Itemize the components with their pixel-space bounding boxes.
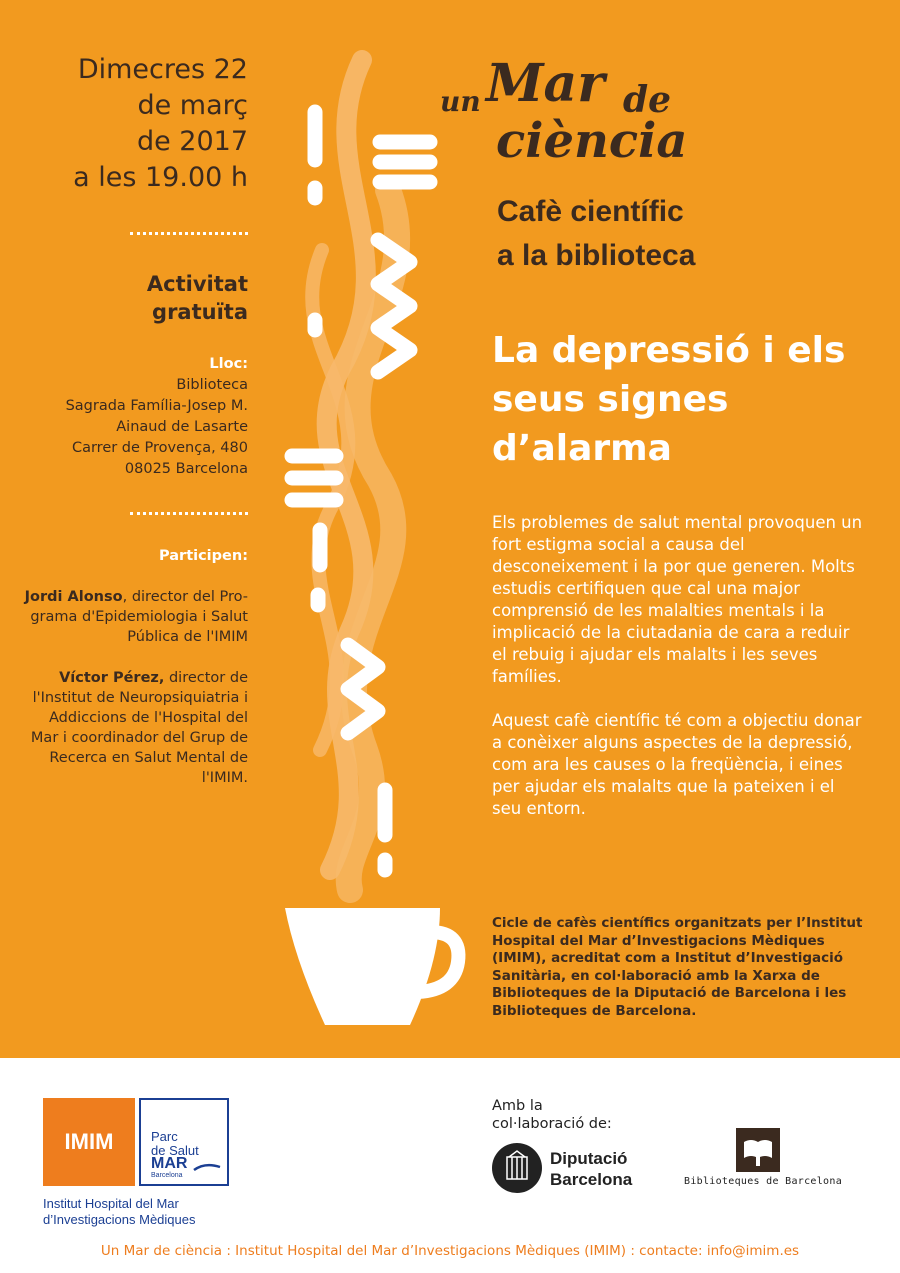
- book-icon: [736, 1128, 780, 1172]
- footer-contact: Un Mar de ciència : Institut Hospital del Mar d’Investigacions Mèdiques (IMIM) : contacte: info@imim.es: [100, 1243, 800, 1259]
- collab-line: Amb la: [492, 1098, 543, 1114]
- institute-name: [43, 1196, 195, 1228]
- date-line: Dimecres 22: [77, 54, 248, 85]
- venue-label: Lloc:: [209, 356, 248, 372]
- imim-logo-text: IMIM: [64, 1129, 114, 1154]
- description: [492, 512, 867, 842]
- dotted-divider: [130, 232, 248, 235]
- cup-icon: [285, 908, 458, 1025]
- talk-title: [492, 326, 872, 473]
- psm-city: Barcelona: [151, 1172, 183, 1179]
- venue-line: Ainaud de Lasarte: [116, 419, 248, 435]
- wave-icon: [193, 1162, 221, 1172]
- dotted-divider: [130, 512, 248, 515]
- psm-line: de Salut: [151, 1143, 199, 1158]
- participant-role: director de l'Institut de Neuropsiquiatria i Addiccions de l'Hospital del Mar i coordinador del Grup de Recerca en Salut Mental de l'IMIM.: [30, 670, 248, 786]
- participant-role: , director del Pro-grama d'Epidemiologia i Salut Pública de l'IMIM: [30, 589, 248, 645]
- coffee-cup-illustration: [270, 50, 470, 1040]
- venue-line: Carrer de Provença, 480: [71, 440, 248, 456]
- date-line: de 2017: [136, 126, 248, 157]
- logo-ciencia: ciència: [496, 113, 688, 169]
- venue-line: Sagrada Família-Josep M.: [65, 398, 248, 414]
- biblioteques-name: Biblioteques de Barcelona: [684, 1176, 843, 1187]
- collab-line: col·laboració de:: [492, 1116, 612, 1132]
- diputacio-seal-icon: [492, 1143, 542, 1193]
- title-line: d’alarma: [492, 428, 672, 469]
- logo-mar: Mar: [486, 53, 605, 114]
- event-logo: [440, 55, 740, 185]
- parc-salut-mar-logo: [139, 1098, 229, 1186]
- participants-label: Participen:: [159, 548, 248, 564]
- event-date: [20, 52, 248, 196]
- date-line: de març: [137, 90, 248, 121]
- subtitle-line: a la biblioteca: [497, 239, 696, 272]
- free-activity: [20, 270, 248, 326]
- imim-logo: [43, 1098, 135, 1186]
- participant: [20, 587, 248, 647]
- venue-line: 08025 Barcelona: [124, 461, 248, 477]
- title-line: La depressió i els: [492, 330, 846, 371]
- institute-line: Institut Hospital del Mar: [43, 1196, 179, 1211]
- diputacio-line: Barcelona: [550, 1170, 633, 1189]
- venue: [20, 354, 248, 480]
- institute-line: d’Investigacions Mèdiques: [43, 1212, 196, 1227]
- participant-name: Jordi Alonso: [24, 589, 123, 605]
- logo-de: de: [623, 79, 672, 121]
- free-line: Activitat: [146, 272, 248, 296]
- participant-name: Víctor Pérez,: [59, 670, 165, 686]
- diputacio-name: [550, 1148, 632, 1190]
- diputacio-line: Diputació: [550, 1149, 628, 1168]
- title-line: seus signes: [492, 379, 729, 420]
- paragraph: Els problemes de salut mental provoquen un fort estigma social a causa del desconeixement i la por que generen. Molts estudis certifiquen que cal una major comprensió de les malalties mentals i la implicació de la ciutadania de cara a reduir el rebuig i ajudar els malalts i les seves famílies.: [492, 513, 863, 686]
- logo-un: un: [440, 85, 481, 118]
- date-line: a les 19.00 h: [73, 162, 248, 193]
- participant: [20, 668, 248, 788]
- psm-line: Parc: [151, 1129, 178, 1144]
- psm-mar: MAR: [151, 1155, 188, 1172]
- subtitle-line: Cafè científic: [497, 195, 684, 228]
- organizer-credits: Cicle de cafès científics organitzats per l’Institut Hospital del Mar d’Investigacions Mèdiques (IMIM), acreditat com a Institut d’Investigació Sanitària, en col·laboració amb la Xarxa de Biblioteques de la Diputació de Barcelona i les Biblioteques de Barcelona.: [492, 915, 863, 1019]
- event-subtitle: [497, 190, 695, 278]
- venue-line: Biblioteca: [176, 377, 248, 393]
- paragraph: Aquest cafè científic té com a objectiu donar a conèixer alguns aspectes de la depressió, com ara les causes o la freqüència, i eines per ajudar els malalts que la pateixen i el seu entorn.: [492, 711, 862, 818]
- free-line: gratuïta: [152, 300, 248, 324]
- collaboration-label: [492, 1097, 612, 1133]
